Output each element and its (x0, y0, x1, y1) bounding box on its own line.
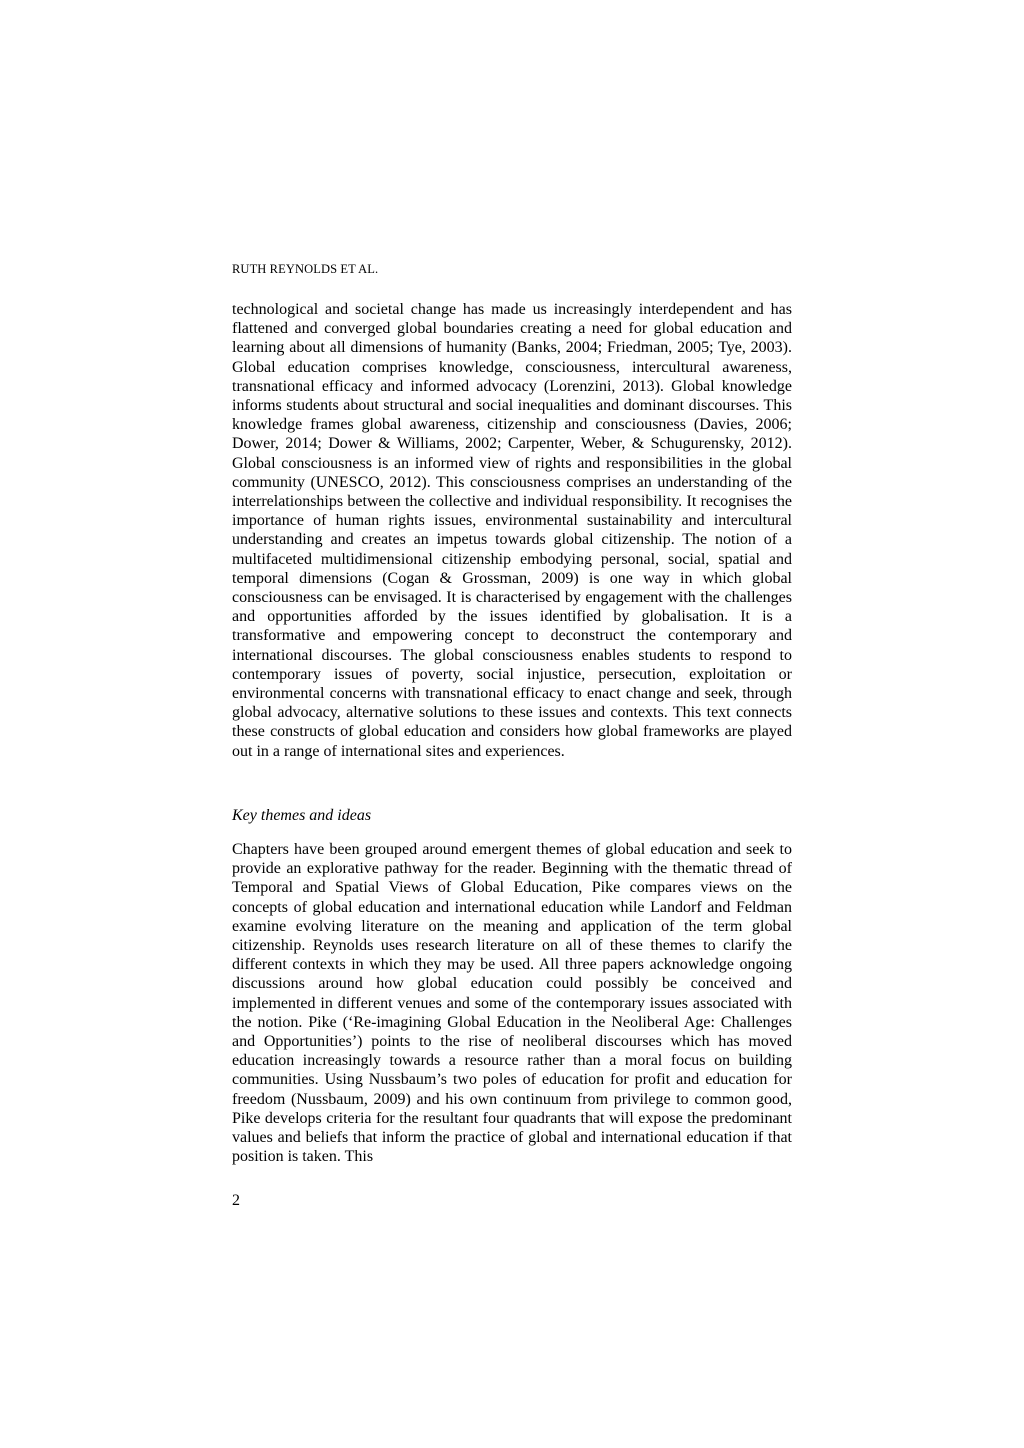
page-number: 2 (232, 1192, 240, 1209)
running-header: RUTH REYNOLDS ET AL. (232, 262, 379, 276)
section-heading: Key themes and ideas (232, 807, 372, 824)
body-paragraph-1: technological and societal change has made us increasingly interdependent and has flattened and converged global boundaries creating a need for global education and learning about all dimensions of humanity (Banks, 2004; Friedman, 2005; Tye, 2003). Global education comprises knowledge, consciousness, intercultural awareness, transnational efficacy and informed advocacy (Lorenzini, 2013). Global knowledge informs students about structural and social inequalities and dominant discourses. This knowledge frames global awareness, citizenship and consciousness (Davies, 2006; Dower, 2014; Dower & Williams, 2002; Carpenter, Weber, & Schugurensky, 2012). Global consciousness is an informed view of rights and responsibilities in the global community (UNESCO, 2012). This consciousness comprises an understanding of the interrelationships between the collective and individual responsibility. It recognises the importance of human rights issues, environmental sustainability and intercultural understanding and creates an impetus towards global citizenship. The notion of a multifaceted multidimensional citizenship embodying personal, social, spatial and temporal dimensions (Cogan & Grossman, 2009) is one way in which global consciousness can be envisaged. It is characterised by engagement with the challenges and opportunities afforded by the issues identified by globalisation. It is a transformative and empowering concept to deconstruct the contemporary and international discourses. The global consciousness enables students to respond to contemporary issues of poverty, social injustice, persecution, exploitation or environmental concerns with transnational efficacy to enact change and seek, through global advocacy, alternative solutions to these issues and contexts. This text connects these constructs of global education and considers how global frameworks are played out in a range of international sites and experiences. (232, 301, 792, 760)
body-paragraph-2: Chapters have been grouped around emergent themes of global education and seek to provide an explorative pathway for the reader. Beginning with the thematic thread of Temporal and Spatial Views of Global Education, Pike compares views on the concepts of global education and international education while Landorf and Feldman examine evolving literature on the meaning and application of the term global citizenship. Reynolds uses research literature on all of these themes to clarify the different contexts in which they may be used. All three papers acknowledge ongoing discussions around how global education could possibly be conceived and implemented in different venues and some of the contemporary issues associated with the notion. Pike (‘Re-imagining Global Education in the Neoliberal Age: Challenges and Opportunities’) points to the rise of neoliberal discourses which has moved education increasingly towards a resource rather than a moral focus on building communities. Using Nussbaum’s two poles of education for profit and education for freedom (Nussbaum, 2009) and his own continuum from privilege to common good, Pike develops criteria for the resultant four quadrants that will expose the predominant values and beliefs that inform the practice of global and international education if that position is taken. This (232, 841, 792, 1166)
